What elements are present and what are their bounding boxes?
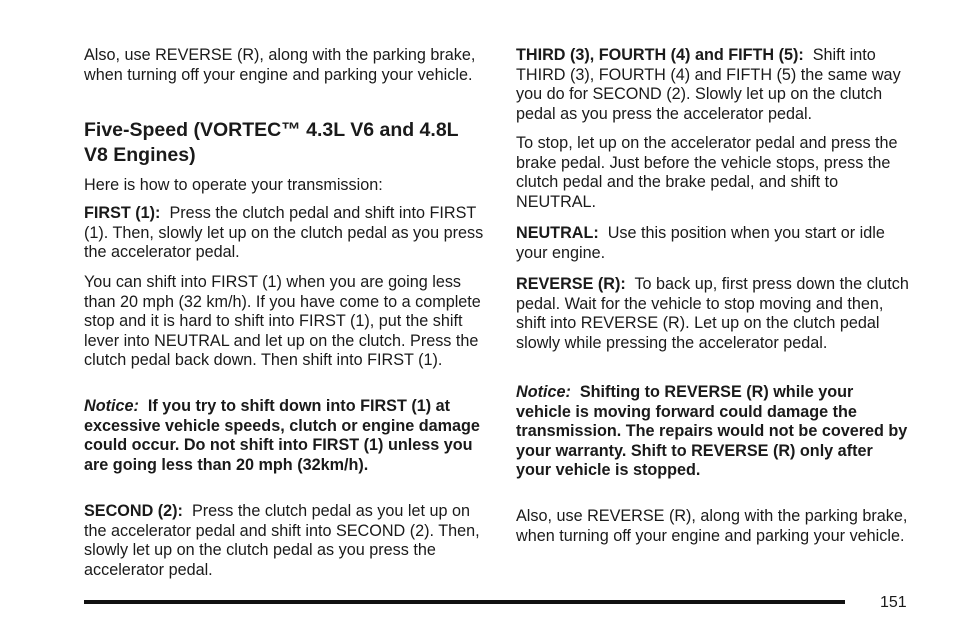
neutral-text: Use this position when you start or idle your engine. (516, 224, 885, 262)
reverse-text: To back up, first press down the clutch pedal. Wait for the vehicle to stop moving and then, shift into REVERSE (R). Let up on the clutch pedal slowly while pressing the accelerator pedal. (516, 275, 909, 352)
notice-text: If you try to shift down into FIRST (1) at excessive vehicle speeds, clutch or engine damage could occur. Do not shift into FIRST (1) unless you are going less than 20 mph (32km/h). (84, 397, 480, 474)
first-gear-text: Press the clutch pedal and shift into FIRST (1). Then, slowly let up on the clutch pedal as you press the accelerator pedal. (84, 204, 484, 262)
stopping-paragraph: To stop, let up on the accelerator pedal and press the brake pedal. Just before the vehicle stops, press the clutch pedal and the brake pedal, and shift to NEUTRAL. (516, 134, 898, 211)
third-fourth-fifth-label: THIRD (3), FOURTH (4) and FIFTH (5): (516, 46, 804, 64)
neutral-paragraph (516, 224, 911, 263)
second-gear-label: SECOND (2): (84, 502, 183, 520)
first-gear-speed-paragraph: You can shift into FIRST (1) when you are going less than 20 mph (32 km/h). If you have come to a complete stop and it is hard to shift into FIRST (1), put the shift lever into NEUTRAL and let up on the clutch. Press the clutch pedal back down. Then shift into FIRST (1). (84, 273, 481, 370)
notice-reverse-paragraph (516, 383, 911, 481)
second-gear-text: Press the clutch pedal as you let up on the accelerator pedal and shift into SECOND (2). Then, slowly let up on the clutch pedal as you press the accelerator pedal. (84, 502, 480, 579)
third-fourth-fifth-text: Shift into THIRD (3), FOURTH (4) and FIFTH (5) the same way you do for SECOND (2). Slowly let up on the clutch pedal as you press the accelerator pedal. (516, 46, 901, 123)
notice-label: Notice: (84, 397, 139, 415)
reverse-paragraph (516, 275, 911, 353)
notice-label: Notice: (516, 383, 571, 401)
reverse-parking-paragraph: Also, use REVERSE (R), along with the parking brake, when turning off your engine and parking your vehicle. (84, 46, 476, 84)
reverse-parking-paragraph: Also, use REVERSE (R), along with the parking brake, when turning off your engine and parking your vehicle. (516, 507, 908, 545)
notice-text: Shifting to REVERSE (R) while your vehicle is moving forward could damage the transmission. The repairs would not be covered by your warranty. Shift to REVERSE (R) only after your vehicle is stopped. (516, 383, 908, 480)
footer-rule (84, 600, 845, 604)
second-gear-paragraph (84, 502, 492, 580)
first-gear-label: FIRST (1): (84, 204, 161, 222)
first-gear-paragraph (84, 204, 492, 263)
third-fourth-fifth-paragraph (516, 46, 911, 124)
notice-first-paragraph (84, 397, 492, 475)
page-number: 151 (880, 594, 907, 611)
neutral-label: NEUTRAL: (516, 224, 599, 242)
reverse-label: REVERSE (R): (516, 275, 626, 293)
intro-paragraph: Here is how to operate your transmission: (84, 176, 383, 194)
section-heading: Five-Speed (VORTEC™ 4.3L V6 and 4.8L V8 Engines) (84, 119, 459, 166)
